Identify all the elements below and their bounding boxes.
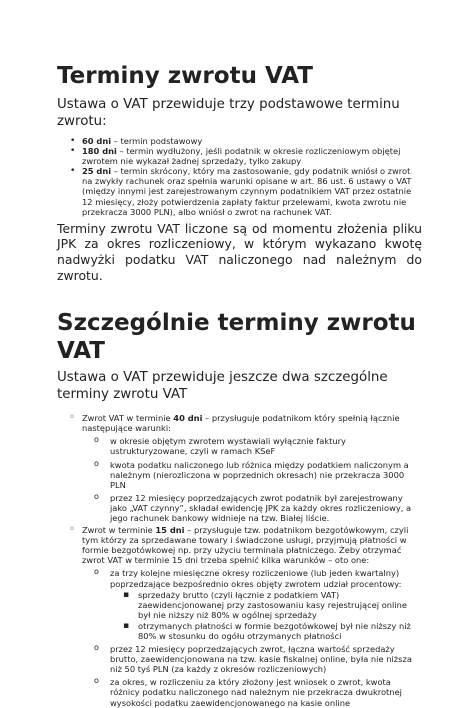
- section2-list: [57, 413, 422, 708]
- section1-list: [57, 136, 422, 217]
- sublist-item: o przez 12 miesięcy poprzedzających zwrot, łączna wartość sprzedaży brutto, zaewidencjonowana na tzw. kasie fiskalnej online, była nie niższa niż 50 tyś PLN (za każdy z okresów rozliczeniowych): [82, 644, 422, 674]
- list-item: ◦ Zwrot w terminie 15 dni – przysługuje tzw. podatnikom bezgotówkowym, czyli tym którzy za sprzedawane towary i świadczone usługi, przyjmują płatności w formie bezgotówkowej np. przy użyciu terminala płatniczego. Żeby otrzymać zwrot VAT w terminie 15 dni trzeba spełnić kilka warunków – oto one: o za trzy kolejne miesięczne okresy rozliczeniowe (lub jeden kwartalny) poprzedzające bezpośrednio okres objęty zwrotem udział procentowy: ▪ sprzedaży brutto (czyli łącznie z podatkiem VAT) zaewidencjonowanej przy zastosowaniu kasy rejestrującej online był nie niższy niż 80% w ogólnej sprzedaży ▪ otrzymanych płatności w formie bezgotówkowej był nie niższy niż 80% w stosunku do ogółu otrzymanych płatności o przez 12 miesięcy poprzedzających zwrot, łączna wartość sprzedaży brutto, zaewidencjonowana na tzw. kasie fiskalnej online, była nie niższa niż 50 tyś PLN (za każdy z okresów rozliczeniowych) o za okres, w rozliczeniu za który złożony jest wniosek o zwrot, kwota różnicy podatku naliczonego nad należnym nie przekracza dwukrotnej wysokości podatku zaewidencjonowanego na kasie online: [57, 525, 422, 708]
- term-15: 15 dni: [155, 525, 185, 536]
- section1-lead: Ustawa o VAT przewiduje trzy podstawowe terminu zwrotu:: [57, 97, 400, 129]
- sublist-item: o kwota podatku naliczonego lub różnica między podatkiem naliczonym a należnym (nierozliczona w poprzednich okresach) nie przekracza 3000 PLN: [82, 460, 422, 490]
- list-item: • 25 dni – termin skrócony, który ma zastosowanie, gdy podatnik wniósł o zwrot na zwykły rachunek oraz spełnia warunki opisane w art. 86 ust. 6 ustawy o VAT (między innymi jest zarejestrowanym czynnym podatnikiem VAT przez ostatnie 12 miesięcy, złoży potwierdzenia zapłaty faktur przelewami, kwota zwrotu nie przekracza 3000 PLN), albo wniósł o zwrot na rachunek VAT.: [57, 166, 422, 216]
- section2-lead: Ustawa o VAT przewiduje jeszcze dwa szczególne terminy zwrotu VAT: [57, 370, 388, 403]
- subsublist: [110, 590, 422, 641]
- sublist-item: o przez 12 miesięcy poprzedzających zwrot podatnik był zarejestrowany jako „VAT czynny”, składał ewidencję JPK za każdy okres rozliczeniowy, a jego rachunek bankowy widnieje na tzw. Białej liście.: [82, 493, 422, 523]
- sublist: [82, 568, 422, 707]
- section1-paragraph: Terminy zwrotu VAT liczone są od momentu złożenia pliku JPK za okres rozliczeniowy, w którym wykazano kwotę nadwyżki podatku VAT naliczonego nad należnym do zwrotu.: [57, 220, 422, 283]
- term-40: 40 dni: [173, 413, 203, 424]
- sublist-item: o za okres, w rozliczeniu za który złożony jest wniosek o zwrot, kwota różnicy podatku naliczonego nad należnym nie przekracza dwukrotnej wysokości podatku zaewidencjonowanego na kasie online: [82, 677, 422, 707]
- sublist-item: o w okresie objętym zwrotem wystawiali wyłącznie faktury ustrukturyzowane, czyli w ramach KSeF: [82, 436, 422, 456]
- subsublist-item: ▪ sprzedaży brutto (czyli łącznie z podatkiem VAT) zaewidencjonowanej przy zastosowaniu kasy rejestrującej online był nie niższy niż 80% w ogólnej sprzedaży: [110, 590, 422, 620]
- list-item: • 180 dni – termin wydłużony, jeśli podatnik w okresie rozliczeniowym objętej zwrotem nie wykazał żadnej sprzedaży, tylko zakupy: [57, 146, 422, 166]
- list-item: • 60 dni – termin podstawowy: [57, 136, 422, 146]
- term-25: 25 dni: [82, 166, 112, 177]
- list-item: ◦ Zwrot VAT w terminie 40 dni – przysługuje podatnikom który spełnią łącznie następujące warunki: o w okresie objętym zwrotem wystawiali wyłącznie faktury ustrukturyzowane, czyli w ramach KSeF o kwota podatku naliczonego lub różnica między podatkiem naliczonym a należnym (nierozliczona w poprzednich okresach) nie przekracza 3000 PLN o przez 12 miesięcy poprzedzających zwrot podatnik był zarejestrowany jako „VAT czynny”, składał ewidencję JPK za każdy okres rozliczeniowy, a jego rachunek bankowy widnieje na tzw. Białej liście.: [57, 413, 422, 523]
- section2-title: Szczególnie terminy zwrotu VAT: [57, 310, 416, 365]
- section1-title: Terminy zwrotu VAT: [57, 63, 313, 89]
- term-180: 180 dni: [82, 146, 117, 157]
- subsublist-item: ▪ otrzymanych płatności w formie bezgotówkowej był nie niższy niż 80% w stosunku do ogółu otrzymanych płatności: [110, 621, 422, 641]
- term-60: 60 dni: [82, 136, 112, 146]
- sublist-item: o za trzy kolejne miesięczne okresy rozliczeniowe (lub jeden kwartalny) poprzedzające bezpośrednio okres objęty zwrotem udział procentowy: ▪ sprzedaży brutto (czyli łącznie z podatkiem VAT) zaewidencjonowanej przy zastosowaniu kasy rejestrującej online był nie niższy niż 80% w ogólnej sprzedaży ▪ otrzymanych płatności w formie bezgotówkowej był nie niższy niż 80% w stosunku do ogółu otrzymanych płatności: [82, 568, 422, 641]
- sublist: [82, 436, 422, 523]
- section2: [57, 309, 422, 708]
